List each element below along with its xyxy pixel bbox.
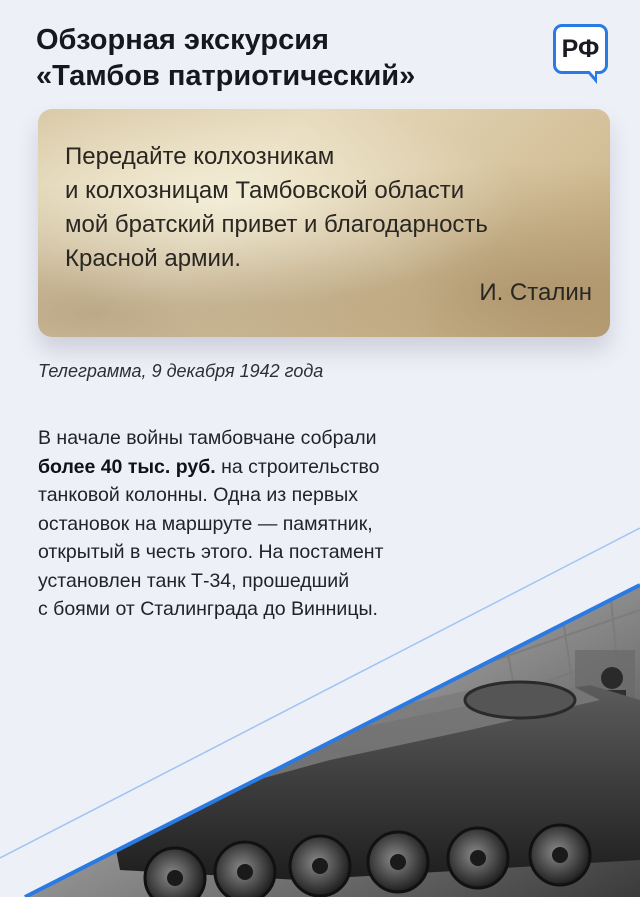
body-line: открытый в честь этого. На постамент [38,541,384,563]
quote-line: и колхозницам Тамбовской области [65,177,465,204]
body-line-rest: на строительство [215,455,380,478]
body-line: с боями от Сталинграда до Винницы. [38,598,378,620]
body-line: установлен танк Т-34, прошедший [38,569,350,592]
body-highlight: более 40 тыс. руб. [38,455,216,478]
quote-line: Красной армии. [65,245,242,272]
body-line: остановок на маршруте — памятник, [38,512,373,535]
title-line-1: Обзорная экскурсия [36,24,329,56]
quote-line: мой братский привет и благодарность [65,211,488,238]
quote-line: Передайте колхозникам [65,143,335,170]
title-line-2: «Тамбов патриотический» [36,60,416,92]
logo-text: РФ [553,24,608,74]
quote-author: И. Сталин [479,279,592,306]
quote-caption: Телеграмма, 9 декабря 1942 года [38,361,324,381]
body-line: В начале войны тамбовчане собрали [38,427,377,449]
body-line: танковой колонны. Одна из первых [38,484,358,506]
